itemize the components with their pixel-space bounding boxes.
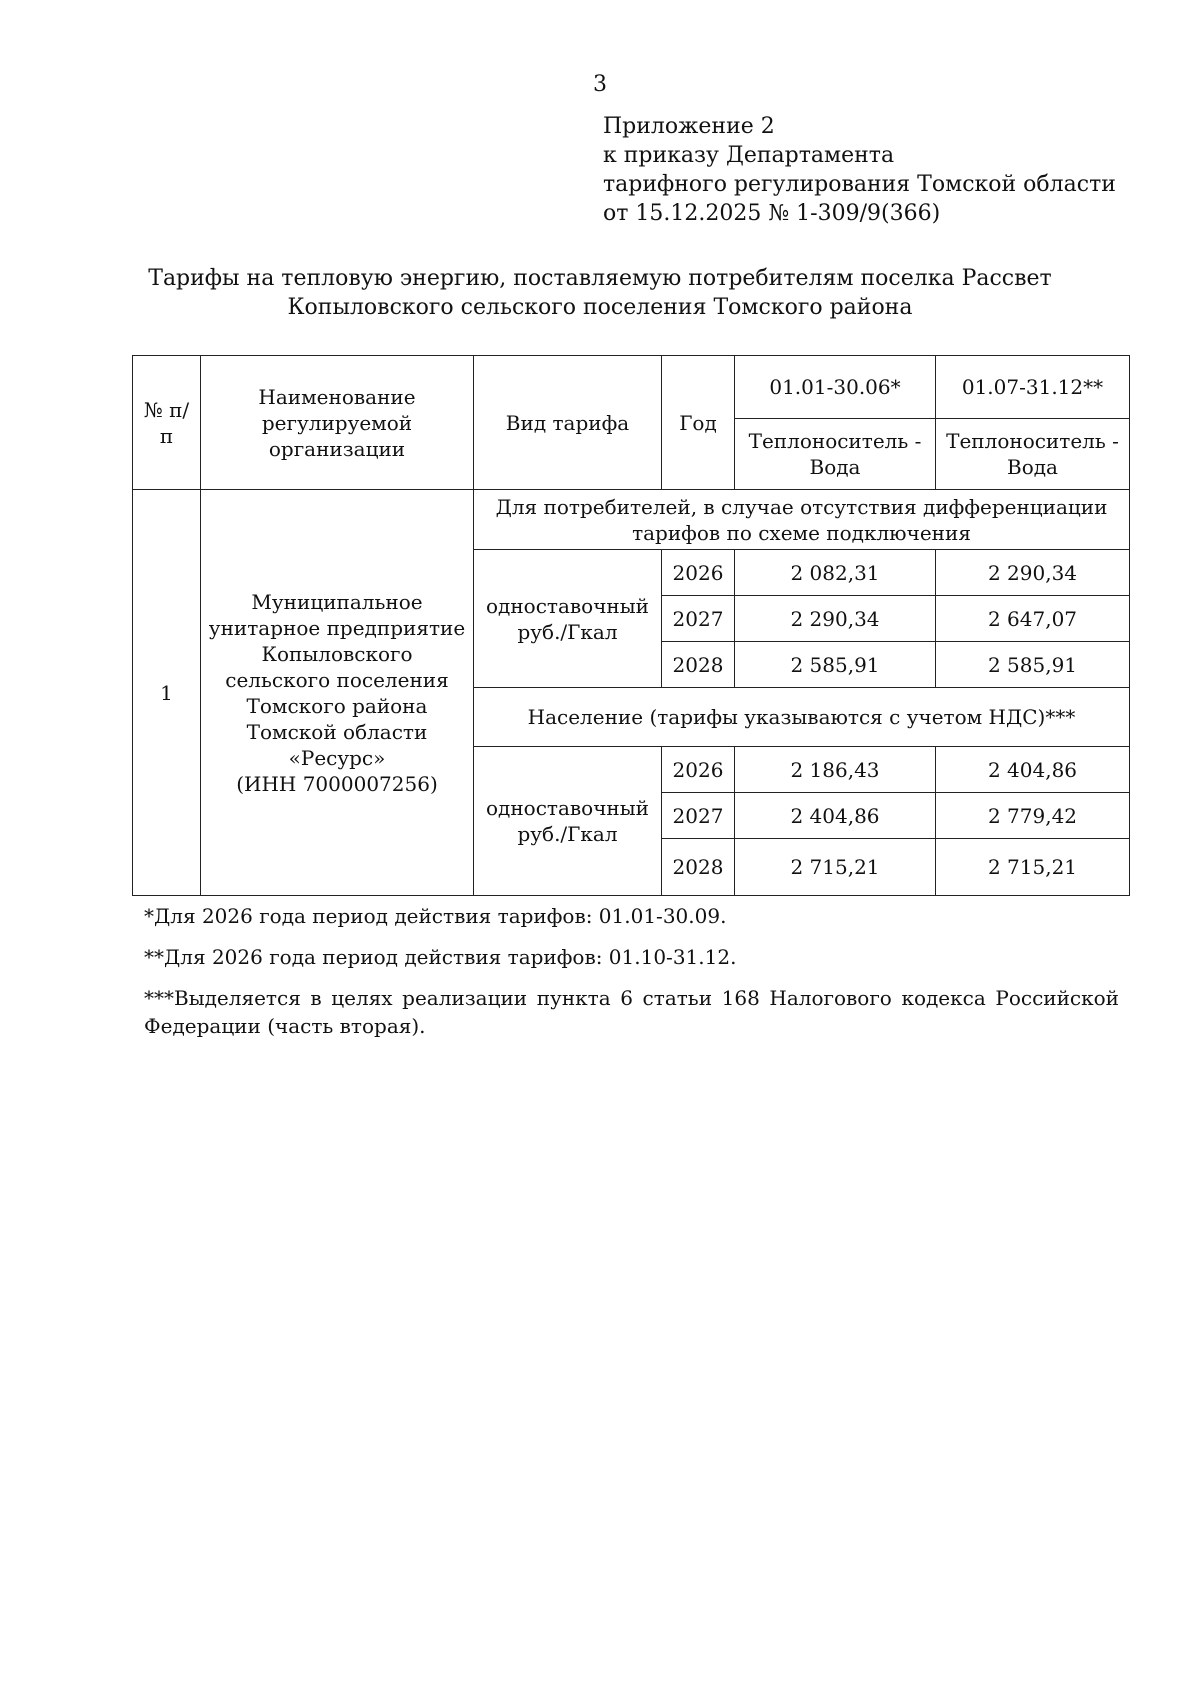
page-number: 3 xyxy=(593,72,607,97)
appendix-line: тарифного регулирования Томской области xyxy=(603,172,1116,197)
tariff-value: 2 647,07 xyxy=(936,596,1130,642)
appendix-line: Приложение 2 xyxy=(603,114,775,139)
organization-line: сельского поселения xyxy=(225,667,449,692)
header-year: Год xyxy=(662,356,735,490)
organization-name xyxy=(201,490,474,896)
year-cell: 2028 xyxy=(662,642,735,688)
header-tariff-type: Вид тарифа xyxy=(474,356,662,490)
organization-line: «Ресурс» xyxy=(288,745,386,770)
year-cell: 2027 xyxy=(662,793,735,839)
tariff-value: 2 715,21 xyxy=(735,839,936,896)
tariff-value: 2 585,91 xyxy=(735,642,936,688)
year-cell: 2026 xyxy=(662,747,735,793)
tariff-value: 2 290,34 xyxy=(936,550,1130,596)
footnotes xyxy=(144,902,1119,1053)
year-cell: 2027 xyxy=(662,596,735,642)
year-cell: 2026 xyxy=(662,550,735,596)
tariff-type-cell: одноставочный руб./Гкал xyxy=(474,747,662,896)
title-line: Копыловского сельского поселения Томского района xyxy=(287,295,913,320)
tariff-value: 2 404,86 xyxy=(936,747,1130,793)
group-caption: Население (тарифы указываются с учетом НДС)*** xyxy=(474,688,1130,747)
tariff-value: 2 715,21 xyxy=(936,839,1130,896)
group-caption: Для потребителей, в случае отсутствия дифференциации тарифов по схеме подключения xyxy=(474,490,1130,550)
year-cell: 2028 xyxy=(662,839,735,896)
organization-line: (ИНН 7000007256) xyxy=(236,771,438,796)
appendix-line: от 15.12.2025 № 1-309/9(366) xyxy=(603,201,941,226)
organization-line: Томской области xyxy=(246,719,428,744)
tariff-value: 2 585,91 xyxy=(936,642,1130,688)
tariff-value: 2 779,42 xyxy=(936,793,1130,839)
appendix-header xyxy=(603,112,1116,228)
row-number: 1 xyxy=(133,490,201,896)
header-period-2: 01.07-31.12** xyxy=(936,356,1130,419)
tariff-table xyxy=(132,355,1130,896)
tariff-value: 2 404,86 xyxy=(735,793,936,839)
organization-line: Копыловского xyxy=(261,641,413,666)
tariff-value: 2 290,34 xyxy=(735,596,936,642)
organization-line: унитарное предприятие xyxy=(208,615,466,640)
appendix-line: к приказу Департамента xyxy=(603,143,895,168)
document-title xyxy=(120,264,1080,322)
tariff-value: 2 186,43 xyxy=(735,747,936,793)
organization-line: Томского района xyxy=(246,693,428,718)
header-carrier-2: Теплоноситель - Вода xyxy=(936,419,1130,490)
tariff-type-cell: одноставочный руб./Гкал xyxy=(474,550,662,688)
footnote: **Для 2026 года период действия тарифов: 01.10-31.12. xyxy=(144,945,737,969)
header-period-1: 01.01-30.06* xyxy=(735,356,936,419)
footnote: *Для 2026 года период действия тарифов: 01.01-30.09. xyxy=(144,904,727,928)
footnote: ***Выделяется в целях реализации пункта 6 статьи 168 Налогового кодекса Российской Федерации (часть вторая). xyxy=(144,986,1119,1038)
header-organization: Наименование регулируемой организации xyxy=(201,356,474,490)
header-carrier-1: Теплоноситель - Вода xyxy=(735,419,936,490)
tariff-value: 2 082,31 xyxy=(735,550,936,596)
header-number: № п/п xyxy=(133,356,201,490)
organization-line: Муниципальное xyxy=(251,589,423,614)
title-line: Тарифы на тепловую энергию, поставляемую потребителям поселка Рассвет xyxy=(148,266,1052,291)
